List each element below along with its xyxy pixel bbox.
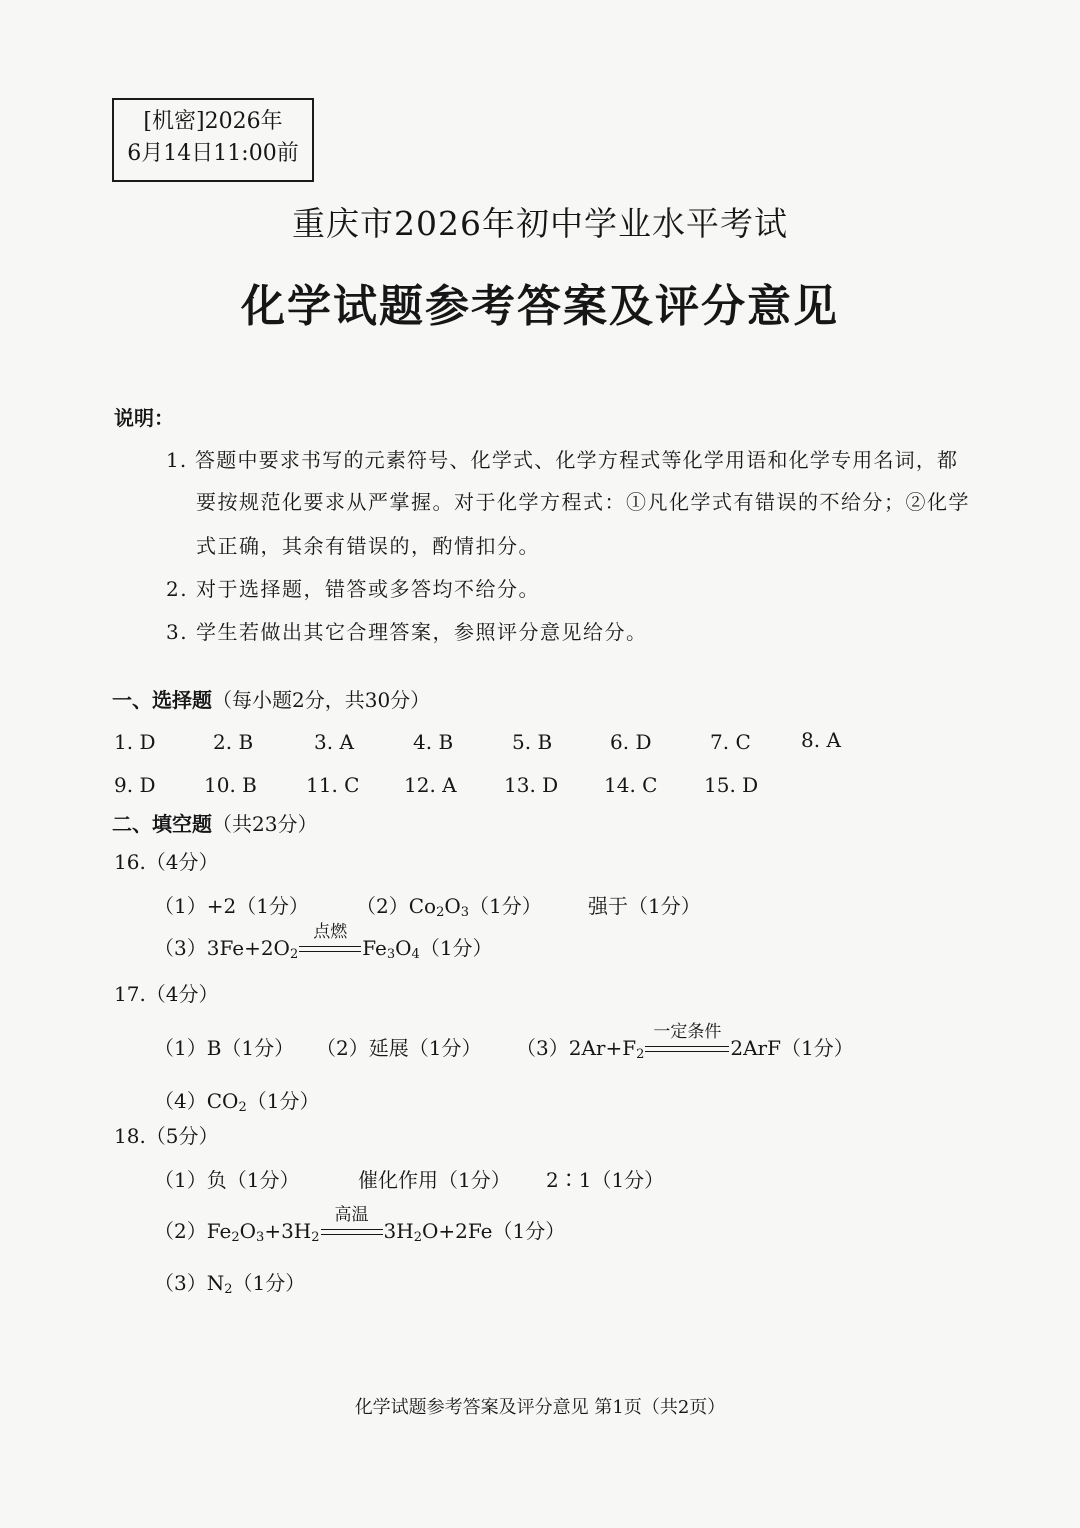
reaction-condition: 点燃 (313, 922, 348, 942)
notes-heading: 说明： (114, 406, 174, 430)
q16-answer-2: $(2)Co_2O_3(1$分） (356, 894, 542, 920)
note-3: 3. 学生若做出其它合理答案，参照评分意见给分。 (166, 620, 648, 644)
choice-answer: 13. D (504, 773, 559, 797)
choice-answer: 12. A (404, 773, 457, 797)
reaction-equals-sign (321, 1205, 383, 1240)
note-1-line-2: 要按规范化要求从严掌握。对于化学方程式：①凡化学式有错误的不给分；②化学 (196, 490, 970, 514)
choice-answer: 9. D (114, 773, 156, 797)
q18-answer-1: （1）负（1分） (154, 1168, 300, 1192)
choice-answer: 4. B (413, 730, 454, 754)
note-1-line-1: 1. 答题中要求书写的元素符号、化学式、化学方程式等化学用语和化学专用名词，都 (166, 448, 959, 472)
q18-answer-1c: 2∶1（1分） (546, 1168, 665, 1192)
reaction-condition: 高温 (334, 1205, 369, 1225)
section-2-note: （共23分） (212, 812, 318, 836)
choice-answer: 15. D (704, 773, 759, 797)
choice-answer: 7. C (710, 730, 751, 754)
q16-heading: 16.（4分） (114, 850, 219, 874)
choice-answer: 11. C (306, 773, 360, 797)
q17-heading: 17.（4分） (114, 982, 219, 1006)
q18-equation: $(2)Fe_2O_3+3H_2$ 高温 $3H_2O+2Fe(1$分） (154, 1215, 565, 1244)
q18-answer-1b: 催化作用（1分） (358, 1168, 511, 1192)
choice-answer: 1. D (114, 730, 156, 754)
choice-answer: 5. B (512, 730, 553, 754)
note-2: 2. 对于选择题，错答或多答均不给分。 (166, 577, 540, 601)
choice-answer: 14. C (604, 773, 658, 797)
q16-equation: $(3)3Fe+2O_2$ 点燃 $Fe_3O_4(1$分） (154, 932, 493, 961)
page-footer: 化学试题参考答案及评分意见 第1页（共2页） (354, 1397, 726, 1418)
section-2-title: 二、填空题 (112, 812, 212, 836)
seal-line-1: [机密]2026年 (143, 109, 283, 134)
document-title: 化学试题参考答案及评分意见 (241, 281, 839, 332)
choice-answer: 2. B (213, 730, 254, 754)
q17-answer-1: （1）B（1分） (154, 1036, 295, 1060)
exam-title: 重庆市2026年初中学业水平考试 (292, 204, 788, 243)
reaction-equals-sign (299, 922, 361, 957)
q18-answer-3: $(3)N_2(1$分） (154, 1271, 306, 1297)
section-2-heading (112, 808, 317, 837)
q16-answer-3: 强于（1分） (588, 894, 701, 918)
choice-answer: 10. B (204, 773, 257, 797)
note-1-line-3: 式正确，其余有错误的，酌情扣分。 (196, 534, 540, 558)
choice-answer: 6. D (610, 730, 652, 754)
q17-answer-4: $(4)CO_2(1$分） (154, 1089, 320, 1115)
section-1-title: 一、选择题 (112, 688, 212, 712)
reaction-equals-sign (645, 1022, 729, 1057)
choice-answer: 8. A (801, 728, 841, 752)
section-1-heading (112, 684, 430, 713)
q17-equation: $(3)2Ar+F_2$ 一定条件 2ArF（1分） (516, 1032, 854, 1061)
q17-answer-2: （2）延展（1分） (316, 1036, 482, 1060)
q16-answer-1: （1）+2（1分） (154, 894, 309, 918)
confidential-seal (112, 98, 314, 182)
reaction-condition: 一定条件 (653, 1022, 722, 1042)
q18-heading: 18.（5分） (114, 1124, 219, 1148)
section-1-note: （每小题2分，共30分） (212, 688, 431, 712)
choice-answer: 3. A (314, 730, 354, 754)
seal-line-2: 6月14日11:00前 (127, 141, 299, 166)
